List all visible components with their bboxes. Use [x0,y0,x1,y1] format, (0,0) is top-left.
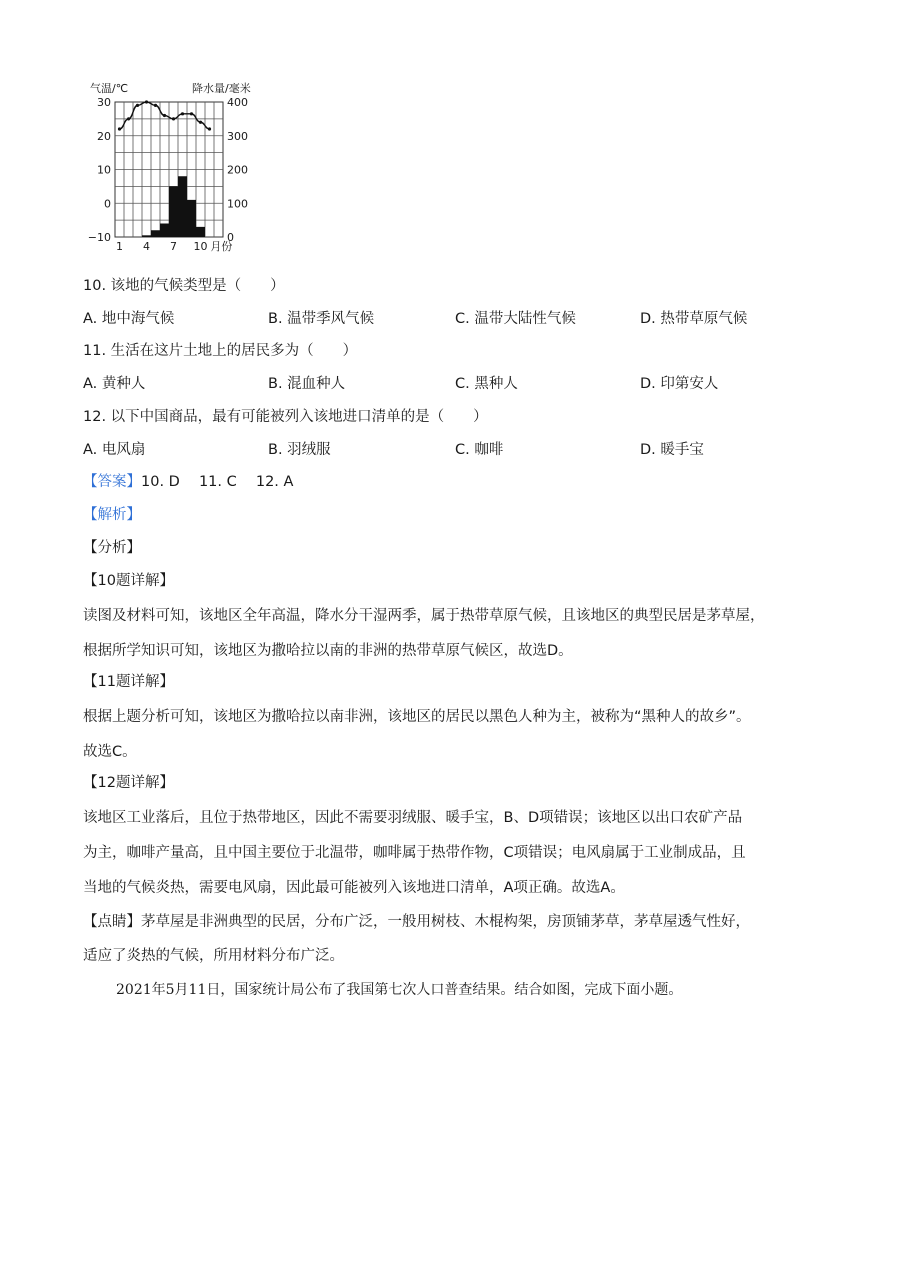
temperature-point [145,100,148,103]
left-tick-label: 10 [97,163,111,177]
temperature-point [118,127,121,130]
answer-line [83,472,293,492]
q10-option-d[interactable]: D. 热带草原气候 [640,311,748,327]
temperature-point [172,117,175,120]
detail-12-label: 【12题详解】 [83,775,174,791]
left-axis-label: 气温/℃ [90,82,129,95]
temperature-point [190,112,193,115]
x-axis-label: 月份 [210,240,233,253]
temperature-line [118,100,211,130]
dianjing-p2: 适应了炎热的气候，所用材料分布广泛。 [83,948,344,964]
detail-11-p2: 故选C。 [83,744,137,760]
detail-10-p2: 根据所学知识可知，该地区为撒哈拉以南的非洲的热带草原气候区，故选D。 [83,643,573,659]
question-11: 11. 生活在这片土地上的居民多为（ ） [83,343,358,359]
precipitation-bar [169,186,178,237]
detail-12-p3: 当地的气候炎热，需要电风扇，因此最可能被列入该地进口清单，A项正确。故选A。 [83,880,625,896]
temperature-point [127,117,130,120]
dianjing-line-1 [83,910,843,931]
analysis-label: 【解析】 [83,507,141,523]
precipitation-bar [196,227,205,237]
detail-11-label: 【11题详解】 [83,674,174,690]
precipitation-bars [142,176,205,237]
q10-option-a[interactable]: A. 地中海气候 [83,311,175,327]
q11-option-a[interactable]: A. 黄种人 [83,376,146,392]
temperature-point [199,121,202,124]
x-tick-label: 7 [170,240,177,253]
right-tick-label: 100 [227,197,248,211]
q12-option-a[interactable]: A. 电风扇 [83,442,146,458]
left-tick-label: 30 [97,96,111,109]
fenxi-label: 【分析】 [83,540,141,556]
dianjing-p1: 茅草屋是非洲典型的民居，分布广泛，一般用树枝、木棍构架，房顶铺茅草，茅草屋透气性好， [141,914,750,930]
q12-option-d[interactable]: D. 暖手宝 [640,442,704,458]
detail-12-p1: 该地区工业落后，且位于热带地区，因此不需要羽绒服、暖手宝，B、D项错误；该地区以出口农矿产品 [83,810,743,826]
question-10: 10. 该地的气候类型是（ ） [83,278,285,294]
precipitation-bar [178,176,187,237]
x-tick-label: 4 [143,240,150,253]
q11-option-d[interactable]: D. 印第安人 [640,376,719,392]
right-tick-label: 400 [227,96,248,109]
temperature-point [163,114,166,117]
temperature-point [208,127,211,130]
answer-text: 10. D 11. C 12. A [141,474,294,490]
q10-option-b[interactable]: B. 温带季风气候 [268,311,375,327]
q11-option-c[interactable]: C. 黑种人 [455,376,518,392]
right-tick-label: 0 [227,231,234,244]
question-12: 12. 以下中国商品，最有可能被列入该地进口清单的是（ ） [83,409,488,425]
right-tick-label: 200 [227,163,248,177]
dianjing-label: 【点睛】 [83,914,141,930]
right-tick-label: 300 [227,129,248,143]
detail-10-p1: 读图及材料可知，该地区全年高温，降水分干湿两季，属于热带草原气候，且该地区的典型民居是茅草屋， [83,608,765,624]
precipitation-bar [160,224,169,238]
temperature-point [136,104,139,107]
left-tick-label: −10 [87,231,111,244]
temperature-point [181,112,184,115]
left-tick-label: 0 [104,197,111,211]
temperature-point [154,104,157,107]
q12-option-c[interactable]: C. 咖啡 [455,442,504,458]
q12-option-b[interactable]: B. 羽绒服 [268,442,331,458]
precipitation-bar [187,200,196,237]
detail-11-p1: 根据上题分析可知，该地区为撒哈拉以南非洲，该地区的居民以黑色人种为主，被称为“黑种人的故乡”。 [83,709,751,725]
climate-chart [80,72,290,262]
precipitation-bar [151,230,160,237]
next-question-intro: 2021年5月11日，国家统计局公布了我国第七次人口普查结果。结合如图，完成下面小题。 [116,982,683,998]
x-tick-label: 1 [116,240,123,253]
right-axis-label: 降水量/毫米 [192,82,251,95]
q11-option-b[interactable]: B. 混血种人 [268,376,346,392]
detail-12-p2: 为主，咖啡产量高，且中国主要位于北温带，咖啡属于热带作物，C项错误；电风扇属于工业制成品，且 [83,845,746,861]
left-tick-label: 20 [97,129,111,143]
precipitation-bar [142,235,151,237]
x-tick-label: 10 [193,240,208,253]
detail-10-label: 【10题详解】 [83,573,174,589]
answer-label: 【答案】 [83,474,141,490]
q10-option-c[interactable]: C. 温带大陆性气候 [455,311,576,327]
